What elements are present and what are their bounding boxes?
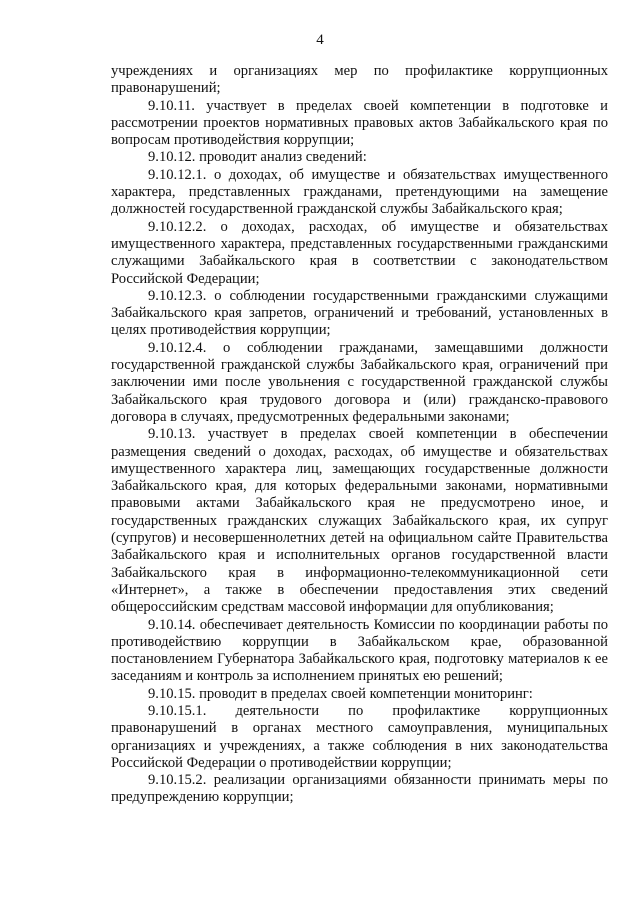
paragraph-9-10-12-4: 9.10.12.4. о соблюдении гражданами, замещавшими должности государственной гражданской службы Забайкальского края, ограничений при заключении ими после увольнения с государственной гражданской службы Забайкальского края трудового договора и (или) гражданско-правового договора в случаях, предусмотренных федеральными законами; [111, 339, 608, 425]
paragraph-9-10-12-3: 9.10.12.3. о соблюдении государственными гражданскими служащими Забайкальского края запретов, ограничений и требований, установленных в целях противодействия коррупции; [111, 287, 608, 339]
paragraph-9-10-12: 9.10.12. проводит анализ сведений: [148, 149, 367, 166]
page-number: 4 [316, 32, 324, 48]
paragraph-9-10-13: 9.10.13. участвует в пределах своей компетенции в обеспечении размещения сведений о доходах, расходах, об имуществе и обязательствах имущественного характера лиц, замещающих государственные должности Забайкальского края, для которых федеральными законами, нормативными правовыми актами Забайкальского края не предусмотрено иное, и государственных гражданских служащих Забайкальского края, их супруг (супругов) и несовершеннолетних детей на официальном сайте Правительства Забайкальского края и исполнительных органов государственной власти Забайкальского края в информационно-телекоммуникационной сети «Интернет», а также в обеспечении предоставления этих сведений общероссийским средствам массовой информации для опубликования; [111, 426, 608, 616]
paragraph-9-10-15-2: 9.10.15.2. реализации организациями обязанности принимать меры по предупреждению коррупции; [111, 772, 608, 806]
paragraph-continuation: учреждениях и организациях мер по профилактике коррупционных правонарушений; [111, 63, 608, 97]
paragraph-9-10-12-1: 9.10.12.1. о доходах, об имуществе и обязательствах имущественного характера, представленных гражданами, претендующими на замещение должностей государственной гражданской службы Забайкальского края; [111, 166, 608, 218]
paragraph-9-10-14: 9.10.14. обеспечивает деятельность Комиссии по координации работы по противодействию коррупции в Забайкальском крае, образованной постановлением Губернатора Забайкальского края, подготовку материалов к ее заседаниям и контроль за исполнением принятых ею решений; [111, 616, 608, 685]
paragraph-9-10-15-1: 9.10.15.1. деятельности по профилактике коррупционных правонарушений в органах местного самоуправления, муниципальных организациях и учреждениях, а также соблюдения в них законодательства Российской Федерации о противодействии коррупции; [111, 702, 608, 771]
paragraph-9-10-15: 9.10.15. проводит в пределах своей компетенции мониторинг: [148, 685, 533, 702]
paragraph-9-10-11: 9.10.11. участвует в пределах своей компетенции в подготовке и рассмотрении проектов нормативных правовых актов Забайкальского края по вопросам противодействия коррупции; [111, 97, 608, 149]
paragraph-9-10-12-2: 9.10.12.2. о доходах, расходах, об имуществе и обязательствах имущественного характера, представленных государственными гражданскими служащими Забайкальского края в соответствии с законодательством Российской Федерации; [111, 218, 608, 287]
document-body [111, 63, 608, 807]
